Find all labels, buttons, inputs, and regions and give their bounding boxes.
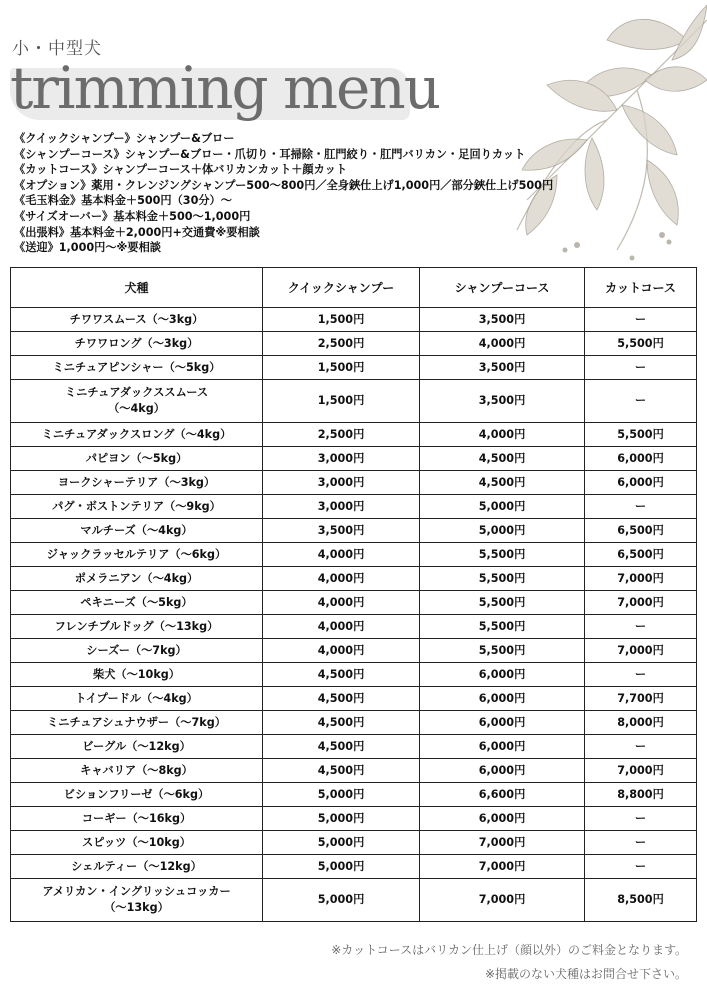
shampoo-course-cell: 5,500円 (420, 543, 585, 567)
breed-cell: ミニチュアダックスロング（〜4kg） (11, 423, 263, 447)
table-row (11, 807, 697, 831)
quick-shampoo-cell: 1,500円 (263, 308, 420, 332)
info-option: 《オプション》薬用・クレンジングシャンプー500〜800円／全身鋏仕上げ1,000円／部分鋏仕上げ500円 (14, 178, 554, 192)
info-visit-fee: 《出張料》基本料金＋2,000円+交通費※要相談 (14, 225, 260, 239)
cut-course-cell: ー (585, 495, 697, 519)
note-unlisted-breeds: ※掲載のない犬種はお問合せ下さい。 (484, 967, 687, 981)
service-info-list (14, 131, 694, 256)
quick-shampoo-cell: 4,000円 (263, 639, 420, 663)
cut-course-cell: 7,000円 (585, 567, 697, 591)
quick-shampoo-cell: 1,500円 (263, 356, 420, 380)
breed-cell: ヨークシャーテリア（〜3kg） (11, 471, 263, 495)
breed-cell: ジャックラッセルテリア（〜6kg） (11, 543, 263, 567)
breed-cell: シーズー（〜7kg） (11, 639, 263, 663)
shampoo-course-cell: 6,000円 (420, 663, 585, 687)
header-cut-course: カットコース (585, 268, 697, 308)
cut-course-cell: ー (585, 831, 697, 855)
quick-shampoo-cell: 3,000円 (263, 447, 420, 471)
shampoo-course-cell: 6,000円 (420, 735, 585, 759)
shampoo-course-cell: 4,000円 (420, 332, 585, 356)
breed-cell: キャバリア（〜8kg） (11, 759, 263, 783)
table-row (11, 447, 697, 471)
price-table (10, 267, 697, 922)
table-row (11, 380, 697, 423)
breed-cell: トイプードル（〜4kg） (11, 687, 263, 711)
breed-cell: ポメラニアン（〜4kg） (11, 567, 263, 591)
breed-cell: マルチーズ（〜4kg） (11, 519, 263, 543)
shampoo-course-cell: 3,500円 (420, 308, 585, 332)
table-row (11, 567, 697, 591)
table-row (11, 687, 697, 711)
quick-shampoo-cell: 5,000円 (263, 879, 420, 922)
table-row (11, 471, 697, 495)
table-row (11, 615, 697, 639)
cut-course-cell: ー (585, 663, 697, 687)
table-row (11, 759, 697, 783)
cut-course-cell: ー (585, 308, 697, 332)
breed-cell: ペキニーズ（〜5kg） (11, 591, 263, 615)
quick-shampoo-cell: 5,000円 (263, 783, 420, 807)
quick-shampoo-cell: 1,500円 (263, 380, 420, 423)
quick-shampoo-cell: 4,500円 (263, 711, 420, 735)
info-quick-shampoo: 《クイックシャンプー》シャンプー&ブロー (14, 132, 235, 145)
shampoo-course-cell: 5,000円 (420, 519, 585, 543)
cut-course-cell: ー (585, 807, 697, 831)
table-header-row (11, 268, 697, 308)
shampoo-course-cell: 7,000円 (420, 855, 585, 879)
shampoo-course-cell: 7,000円 (420, 831, 585, 855)
cut-course-cell: 8,000円 (585, 711, 697, 735)
quick-shampoo-cell: 4,000円 (263, 543, 420, 567)
shampoo-course-cell: 5,500円 (420, 615, 585, 639)
shampoo-course-cell: 5,500円 (420, 567, 585, 591)
breed-cell: ミニチュアシュナウザー（〜7kg） (11, 711, 263, 735)
info-pickup: 《送迎》1,000円〜※要相談 (14, 241, 161, 255)
quick-shampoo-cell: 2,500円 (263, 423, 420, 447)
shampoo-course-cell: 6,000円 (420, 711, 585, 735)
table-row (11, 735, 697, 759)
note-cut-course: ※カットコースはバリカン仕上げ（顔以外）のご料金となります。 (331, 943, 687, 957)
breed-cell: パグ・ボストンテリア（〜9kg） (11, 495, 263, 519)
quick-shampoo-cell: 5,000円 (263, 831, 420, 855)
shampoo-course-cell: 6,600円 (420, 783, 585, 807)
info-cut-course: 《カットコース》シャンプーコース＋体バリカンカット＋顔カット (14, 163, 348, 177)
cut-course-cell: 6,000円 (585, 447, 697, 471)
page-title: trimming menu (10, 54, 440, 122)
info-matting-fee: 《毛玉料金》基本料金＋500円（30分）〜 (14, 194, 232, 208)
cut-course-cell: ー (585, 615, 697, 639)
table-row (11, 519, 697, 543)
table-row (11, 783, 697, 807)
table-row (11, 663, 697, 687)
breed-cell: アメリカン・イングリッシュコッカー （〜13kg） (11, 879, 263, 922)
header-shampoo-course: シャンプーコース (420, 268, 585, 308)
breed-cell: ミニチュアダックススムース （〜4kg） (11, 380, 263, 423)
cut-course-cell: 6,500円 (585, 543, 697, 567)
quick-shampoo-cell: 4,500円 (263, 663, 420, 687)
table-row (11, 332, 697, 356)
header-breed: 犬種 (11, 268, 263, 308)
cut-course-cell: ー (585, 855, 697, 879)
cut-course-cell: 6,000円 (585, 471, 697, 495)
cut-course-cell: ー (585, 380, 697, 423)
shampoo-course-cell: 4,500円 (420, 447, 585, 471)
cut-course-cell: 8,800円 (585, 783, 697, 807)
breed-cell: スピッツ（〜10kg） (11, 831, 263, 855)
quick-shampoo-cell: 4,000円 (263, 591, 420, 615)
quick-shampoo-cell: 4,500円 (263, 735, 420, 759)
table-row (11, 711, 697, 735)
shampoo-course-cell: 3,500円 (420, 356, 585, 380)
quick-shampoo-cell: 3,500円 (263, 519, 420, 543)
breed-cell: ビーグル（〜12kg） (11, 735, 263, 759)
cut-course-cell: 8,500円 (585, 879, 697, 922)
quick-shampoo-cell: 2,500円 (263, 332, 420, 356)
cut-course-cell: 7,700円 (585, 687, 697, 711)
breed-cell: チワワロング（〜3kg） (11, 332, 263, 356)
table-row (11, 495, 697, 519)
quick-shampoo-cell: 3,000円 (263, 471, 420, 495)
quick-shampoo-cell: 4,000円 (263, 615, 420, 639)
breed-cell: コーギー（〜16kg） (11, 807, 263, 831)
cut-course-cell: ー (585, 356, 697, 380)
shampoo-course-cell: 6,000円 (420, 687, 585, 711)
quick-shampoo-cell: 5,000円 (263, 807, 420, 831)
quick-shampoo-cell: 4,500円 (263, 687, 420, 711)
quick-shampoo-cell: 4,000円 (263, 567, 420, 591)
breed-cell: パピヨン（〜5kg） (11, 447, 263, 471)
table-row (11, 855, 697, 879)
cut-course-cell: 5,500円 (585, 332, 697, 356)
shampoo-course-cell: 7,000円 (420, 879, 585, 922)
page-subtitle: 小・中型犬 (12, 39, 102, 59)
table-row (11, 543, 697, 567)
quick-shampoo-cell: 4,500円 (263, 759, 420, 783)
table-row (11, 356, 697, 380)
header-quick-shampoo: クイックシャンプー (263, 268, 420, 308)
shampoo-course-cell: 5,500円 (420, 591, 585, 615)
breed-cell: ミニチュアピンシャー（〜5kg） (11, 356, 263, 380)
shampoo-course-cell: 3,500円 (420, 380, 585, 423)
shampoo-course-cell: 5,000円 (420, 495, 585, 519)
cut-course-cell: 7,000円 (585, 759, 697, 783)
breed-cell: フレンチブルドッグ（〜13kg） (11, 615, 263, 639)
table-row (11, 831, 697, 855)
table-row (11, 639, 697, 663)
cut-course-cell: ー (585, 735, 697, 759)
table-row (11, 879, 697, 922)
shampoo-course-cell: 6,000円 (420, 759, 585, 783)
cut-course-cell: 5,500円 (585, 423, 697, 447)
breed-cell: シェルティー（〜12kg） (11, 855, 263, 879)
cut-course-cell: 7,000円 (585, 639, 697, 663)
footer-notes (331, 938, 687, 986)
quick-shampoo-cell: 3,000円 (263, 495, 420, 519)
table-body (11, 308, 697, 922)
quick-shampoo-cell: 5,000円 (263, 855, 420, 879)
shampoo-course-cell: 4,500円 (420, 471, 585, 495)
table-row (11, 423, 697, 447)
shampoo-course-cell: 6,000円 (420, 807, 585, 831)
breed-cell: 柴犬（〜10kg） (11, 663, 263, 687)
table-row (11, 308, 697, 332)
shampoo-course-cell: 4,000円 (420, 423, 585, 447)
table-row (11, 591, 697, 615)
breed-cell: ビションフリーゼ（〜6kg） (11, 783, 263, 807)
info-shampoo-course: 《シャンプーコース》シャンプー&ブロー・爪切り・耳掃除・肛門絞り・肛門バリカン・足回りカット (14, 147, 526, 161)
shampoo-course-cell: 5,500円 (420, 639, 585, 663)
breed-cell: チワワスムース（〜3kg） (11, 308, 263, 332)
cut-course-cell: 6,500円 (585, 519, 697, 543)
cut-course-cell: 7,000円 (585, 591, 697, 615)
info-size-over: 《サイズオーバー》基本料金＋500〜1,000円 (14, 209, 251, 223)
